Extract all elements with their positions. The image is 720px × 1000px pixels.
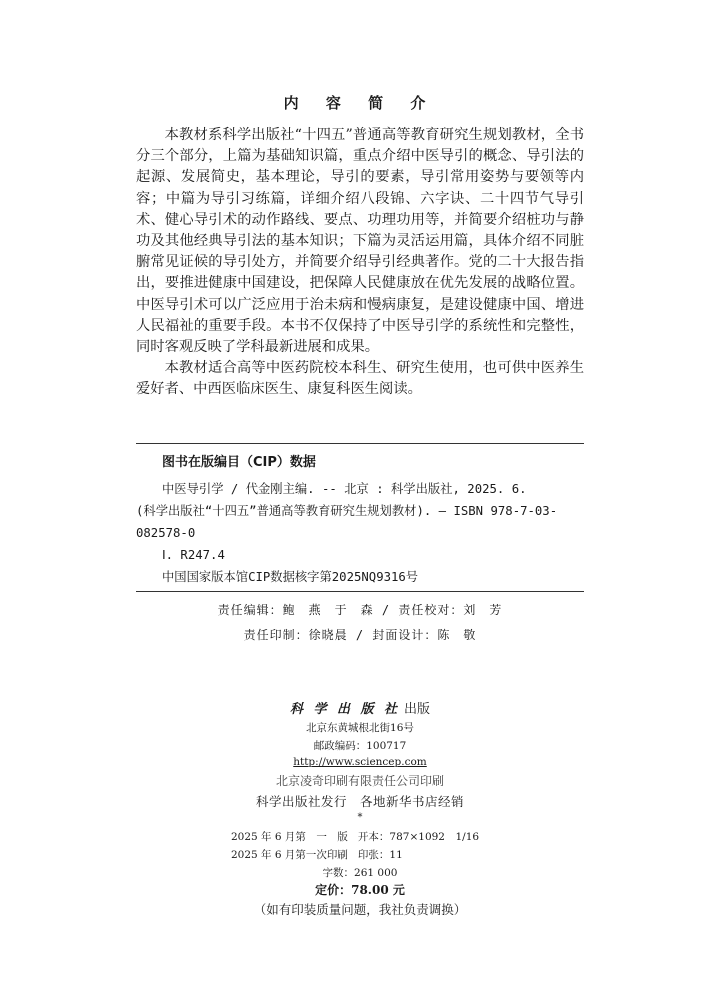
summary-title: 内 容 简 介 xyxy=(283,94,437,112)
printing-line xyxy=(231,847,403,862)
publisher-suffix: 出版 xyxy=(404,702,431,717)
cip-record xyxy=(136,478,584,588)
edition-line xyxy=(231,829,479,844)
word-count: 字数：261 000 xyxy=(322,867,398,879)
publisher-line xyxy=(0,698,720,717)
cip-line: 中医导引学 / 代金刚主编. -- 北京 : 科学出版社, 2025. 6. xyxy=(162,482,527,496)
editor-credits: 责任编辑：鲍 燕 于 森 / 责任校对：刘 芳 xyxy=(217,603,503,617)
publisher-address: 北京东黄城根北街16号 xyxy=(306,722,414,734)
production-credits: 责任印制：徐晓晨 / 封面设计：陈 敬 xyxy=(243,628,477,642)
printing-info: 2025 年 6 月第一次印刷 xyxy=(231,849,348,861)
price: 定价：78.00 元 xyxy=(315,883,405,897)
cip-classification: Ⅰ. R247.4 xyxy=(162,548,225,562)
cip-line: (科学出版社“十四五”普通高等教育研究生规划教材). — ISBN 978-7-03- xyxy=(136,504,558,518)
divider-bottom xyxy=(136,591,584,592)
quality-notice: （如有印装质量问题，我社负责调换） xyxy=(253,902,467,917)
summary-paragraph-2: 本教材适合高等中医药院校本科生、研究生使用，也可供中医养生爱好者、中西医临床医生、康复科医生阅读。 xyxy=(136,360,584,398)
cip-line: 082578-0 xyxy=(136,526,196,540)
sheets-info: 印张：11 xyxy=(357,849,403,861)
edition-info: 2025 年 6 月第 一 版 xyxy=(231,831,348,843)
publisher-postcode: 邮政编码：100717 xyxy=(313,740,407,752)
cip-heading: 图书在版编目（CIP）数据 xyxy=(162,455,316,470)
summary-body xyxy=(136,125,584,401)
cip-number: 中国国家版本馆CIP数据核字第2025NQ9316号 xyxy=(162,570,419,584)
separator-star: * xyxy=(357,812,363,823)
publisher-url[interactable]: http://www.sciencep.com xyxy=(293,756,427,768)
distribution-line: 科学出版社发行 各地新华书店经销 xyxy=(255,794,464,809)
publisher-logotype: 科 学 出 版 社 xyxy=(289,702,401,717)
divider-top xyxy=(136,443,584,444)
summary-paragraph-1: 本教材系科学出版社“十四五”普通高等教育研究生规划教材，全书分三个部分，上篇为基础知识篇，重点介绍中医导引的概念、导引法的起源、发展简史，基本理论，导引的要素，导引常用姿势与要领等内容；中篇为导引习练篇，详细介绍八段锦、六字诀、二十四节气导引术、健心导引术的动作路线、要点、功理功用等，并简要介绍桩功与静功及其他经典导引法的基本知识；下篇为灵活运用篇，具体介绍不同脏腑常见证候的导引处方，并简要介绍导引经典著作。党的二十大报告指出，要推进健康中国建设，把保障人民健康放在优先发展的战略位置。中医导引术可以广泛应用于治未病和慢病康复，是建设健康中国、增进人民福祉的重要手段。本书不仅保持了中医导引学的系统性和完整性，同时客观反映了学科最新进展和成果。 xyxy=(136,127,584,356)
printer-line: 北京凌奇印刷有限责任公司印刷 xyxy=(275,774,444,788)
format-info: 开本：787×1092 1/16 xyxy=(357,831,480,843)
